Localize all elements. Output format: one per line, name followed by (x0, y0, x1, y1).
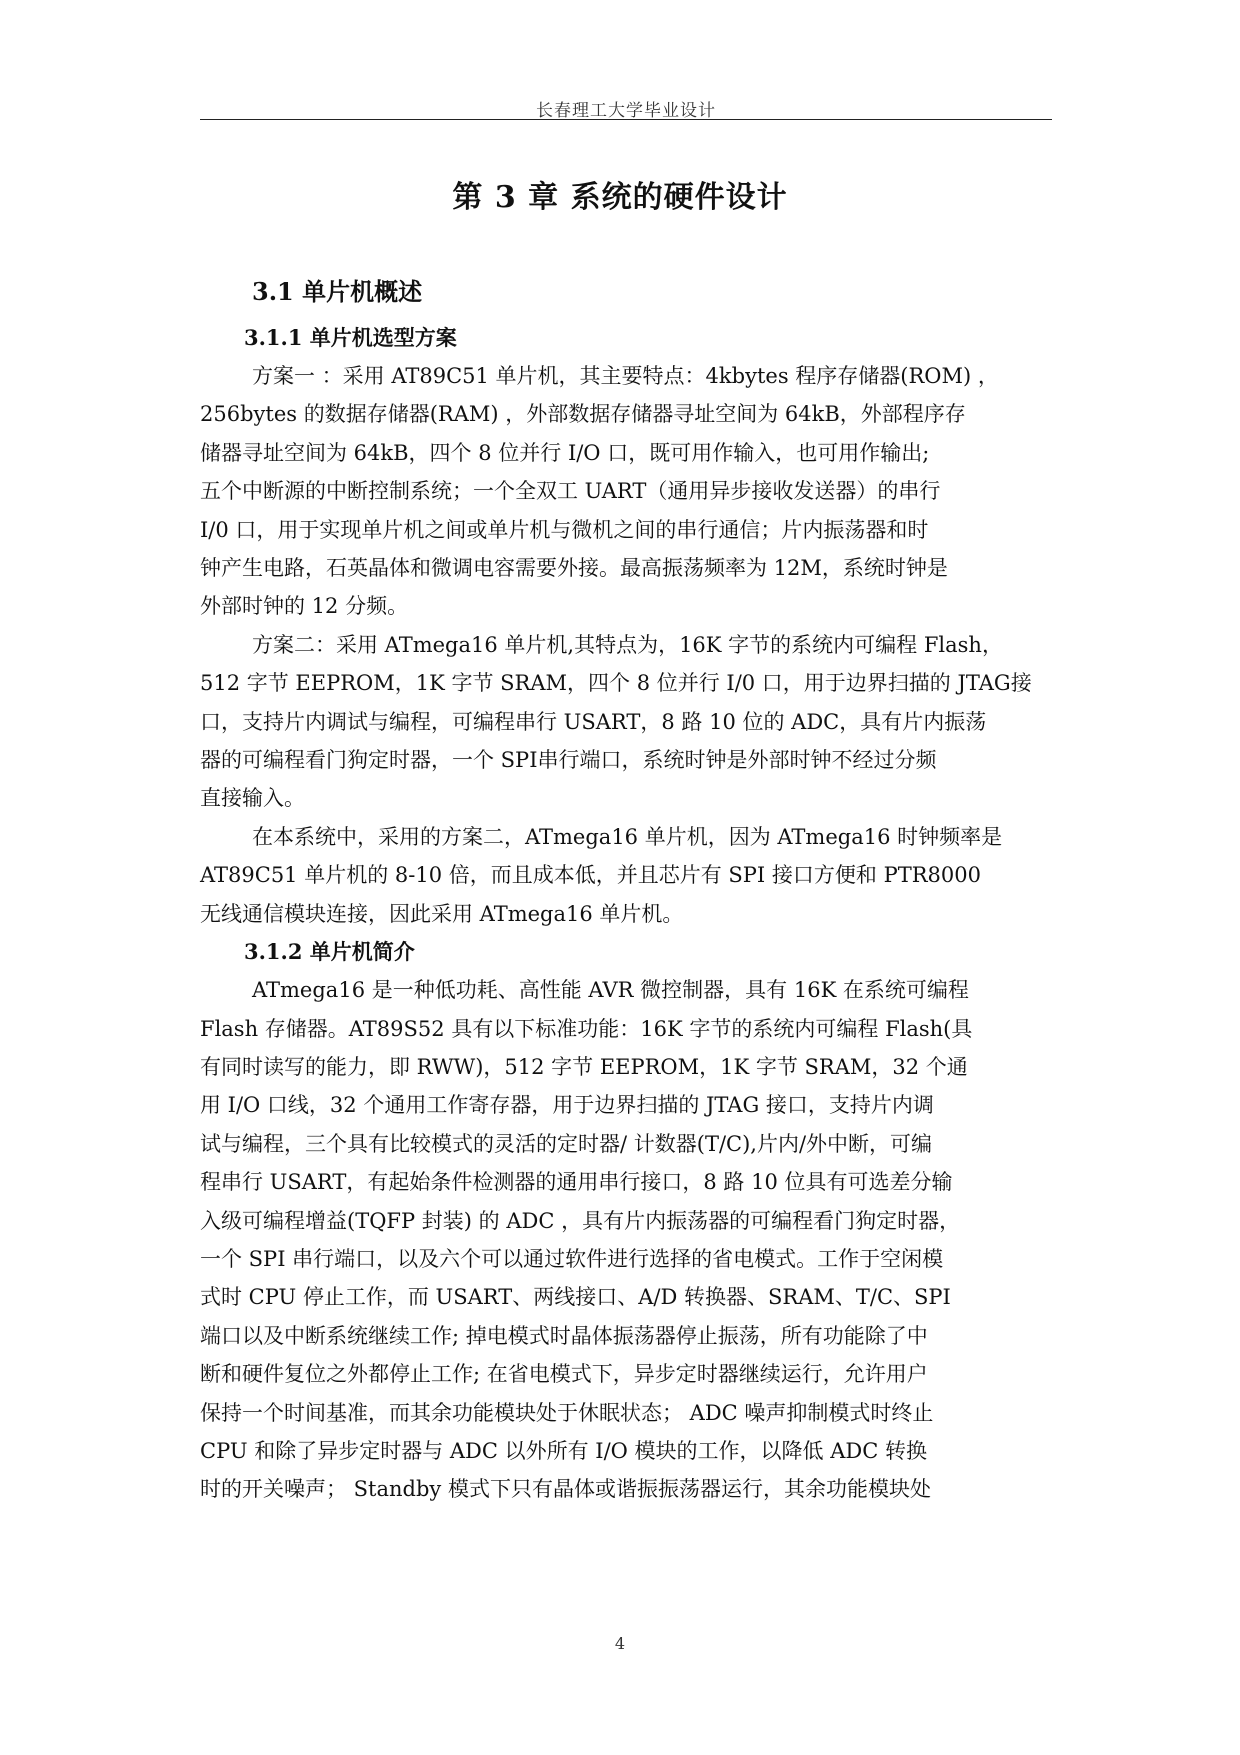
text-line: ATmega16 是一种低功耗、高性能 AVR 微控制器，具有 16K 在系统可编程 (252, 978, 969, 1003)
text-line: 入级可编程增益(TQFP 封装) 的 ADC ，具有片内振荡器的可编程看门狗定时器， (200, 1208, 961, 1233)
subsection-title-1: 3.1.1 单片机选型方案 (244, 325, 457, 350)
text-line: 256bytes 的数据存储器(RAM) ，外部数据存储器寻址空间为 64kB，外部程序存 (200, 402, 966, 427)
chapter-title: 第 3 章 系统的硬件设计 (452, 180, 788, 215)
text-line: 端口以及中断系统继续工作; 掉电模式时晶体振荡器停止振荡，所有功能除了中 (200, 1323, 928, 1348)
text-line: 口，支持片内调试与编程，可编程串行 USART，8 路 10 位的 ADC，具有片内振荡 (200, 709, 987, 734)
text-line: 五个中断源的中断控制系统；一个全双工 UART（通用异步接收发送器）的串行 (200, 479, 941, 504)
text-line: AT89C51 单片机的 8-10 倍，而且成本低，并且芯片有 SPI 接口方便和 PTR8000 (200, 863, 981, 888)
page-header: 长春理工大学毕业设计 (536, 101, 716, 121)
subsection-title-2: 3.1.2 单片机简介 (244, 939, 415, 965)
text-line: 在本系统中，采用的方案二，ATmega16 单片机，因为 ATmega16 时钟频率是 (252, 824, 1003, 849)
text-line: 512 字节 EEPROM，1K 字节 SRAM，四个 8 位并行 I/0 口，用于边界扫描的 JTAG接 (200, 671, 1032, 696)
text-block-b (200, 971, 1066, 1509)
text-line: 钟产生电路，石英晶体和微调电容需要外接。最高振荡频率为 12M，系统时钟是 (200, 556, 948, 581)
text-line: CPU 和除了异步定时器与 ADC 以外所有 I/O 模块的工作，以降低 ADC 转换 (200, 1438, 927, 1463)
text-line: 一个 SPI 串行端口，以及六个可以通过软件进行选择的省电模式。工作于空闲模 (200, 1246, 944, 1271)
text-line: Flash 存储器。AT89S52 具有以下标准功能：16K 字节的系统内可编程 Flash(具 (200, 1016, 973, 1041)
text-line: 直接输入。 (200, 786, 305, 811)
text-line: 器的可编程看门狗定时器，一个 SPI串行端口，系统时钟是外部时钟不经过分频 (200, 748, 937, 773)
text-block-a (200, 357, 1066, 933)
text-line: 试与编程，三个具有比较模式的灵活的定时器/ 计数器(T/C),片内/外中断，可编 (200, 1131, 933, 1156)
text-line: 方案一 ：采用 AT89C51 单片机，其主要特点：4kbytes 程序存储器(ROM) ， (252, 364, 999, 388)
text-line: 保持一个时间基准，而其余功能模块处于休眠状态； ADC 噪声抑制模式时终止 (200, 1400, 934, 1425)
text-line: 外部时钟的 12 分频。 (200, 594, 409, 619)
text-line: 式时 CPU 停止工作，而 USART、两线接口、A/D 转换器、SRAM、T/C、SPI (200, 1285, 951, 1310)
text-line: 断和硬件复位之外都停止工作; 在省电模式下，异步定时器继续运行，允许用户 (200, 1362, 928, 1387)
section-title: 3.1 单片机概述 (252, 277, 423, 306)
text-line: 时的开关噪声； Standby 模式下只有晶体或谐振振荡器运行，其余功能模块处 (200, 1477, 931, 1502)
text-line: 用 I/O 口线，32 个通用工作寄存器，用于边界扫描的 JTAG 接口，支持片内调 (200, 1093, 934, 1118)
body-content (200, 319, 1066, 1509)
text-line: 储器寻址空间为 64kB，四个 8 位并行 I/O 口，既可用作输入，也可用作输出; (200, 440, 930, 465)
text-line: 程串行 USART，有起始条件检测器的通用串行接口，8 路 10 位具有可选差分输 (200, 1170, 953, 1195)
text-line: I/0 口，用于实现单片机之间或单片机与微机之间的串行通信；片内振荡器和时 (200, 517, 929, 542)
header-rule (200, 119, 1052, 120)
page-number: 4 (614, 1634, 626, 1653)
text-line: 方案二：采用 ATmega16 单片机,其特点为，16K 字节的系统内可编程 Flash， (252, 632, 1003, 657)
text-line: 有同时读写的能力，即 RWW)，512 字节 EEPROM，1K 字节 SRAM，32 个通 (200, 1054, 968, 1079)
text-line: 无线通信模块连接，因此采用 ATmega16 单片机。 (200, 901, 684, 926)
